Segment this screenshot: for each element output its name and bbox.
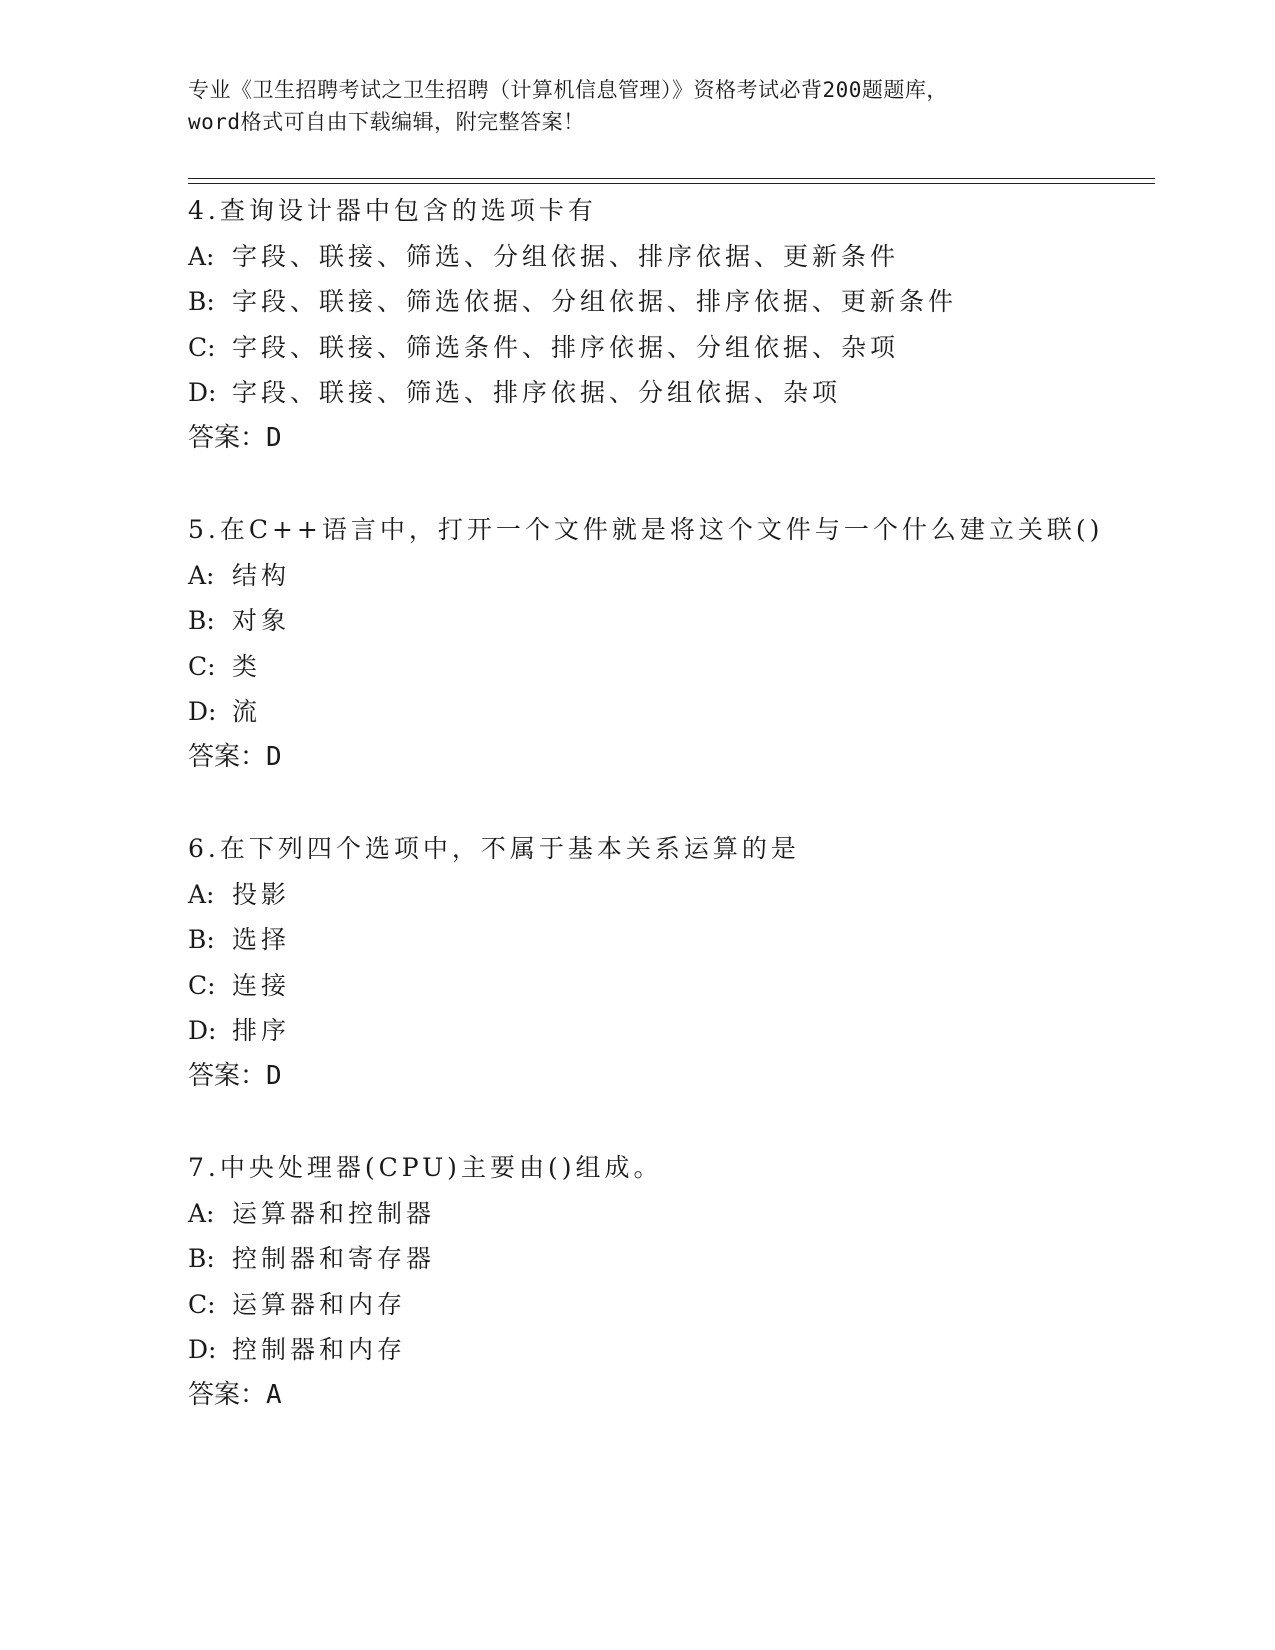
option-letter: B:	[188, 1244, 215, 1274]
question-4	[188, 188, 1148, 462]
question-6	[188, 826, 1148, 1100]
header-divider-top	[188, 178, 1155, 179]
option-text: 字段、联接、筛选条件、排序依据、分组依据、杂项	[232, 332, 900, 362]
option-letter: A:	[188, 879, 215, 909]
option-c	[188, 644, 1148, 690]
header-line-2: word格式可自由下载编辑，附完整答案！	[188, 110, 585, 134]
header-line-1: 专业《卫生招聘考试之卫生招聘（计算机信息管理）》资格考试必背200题题库，	[188, 78, 948, 102]
question-stem: 5.在C++语言中，打开一个文件就是将这个文件与一个什么建立关联()	[188, 515, 1104, 544]
document-header	[188, 74, 1088, 138]
option-letter: B:	[188, 606, 215, 636]
question-stem: 6.在下列四个选项中，不属于基本关系运算的是	[188, 834, 800, 863]
option-text: 流	[232, 697, 262, 727]
option-text: 字段、联接、筛选、分组依据、排序依据、更新条件	[232, 241, 900, 271]
answer: 答案：D	[188, 422, 282, 453]
option-letter: B:	[188, 287, 215, 317]
option-b	[188, 917, 1148, 963]
option-c	[188, 963, 1148, 1009]
option-d	[188, 1008, 1148, 1054]
option-a	[188, 553, 1148, 599]
option-letter: C:	[188, 1289, 216, 1319]
option-letter: B:	[188, 925, 215, 955]
option-text: 运算器和控制器	[232, 1198, 436, 1228]
option-letter: C:	[188, 970, 216, 1000]
option-text: 控制器和寄存器	[232, 1244, 436, 1274]
option-b	[188, 279, 1148, 325]
option-letter: D:	[188, 1335, 217, 1365]
question-stem: 7.中央处理器(CPU)主要由()组成。	[188, 1153, 663, 1182]
option-c	[188, 325, 1148, 371]
question-7	[188, 1145, 1148, 1419]
option-b	[188, 598, 1148, 644]
option-d	[188, 1327, 1148, 1373]
option-text: 结构	[232, 560, 291, 590]
option-text: 控制器和内存	[232, 1335, 407, 1365]
option-letter: A:	[188, 1198, 215, 1228]
option-text: 排序	[232, 1016, 291, 1046]
option-d	[188, 689, 1148, 735]
option-a	[188, 234, 1148, 280]
option-letter: D:	[188, 697, 217, 727]
option-letter: C:	[188, 332, 216, 362]
option-text: 类	[232, 651, 262, 681]
option-text: 连接	[232, 970, 291, 1000]
option-letter: A:	[188, 241, 215, 271]
answer: 答案：D	[188, 1060, 282, 1091]
option-c	[188, 1282, 1148, 1328]
option-letter: A:	[188, 560, 215, 590]
option-text: 投影	[232, 879, 291, 909]
option-b	[188, 1236, 1148, 1282]
option-text: 运算器和内存	[232, 1289, 407, 1319]
header-divider-bottom	[188, 183, 1155, 184]
option-text: 字段、联接、筛选依据、分组依据、排序依据、更新条件	[232, 287, 958, 317]
option-text: 字段、联接、筛选、排序依据、分组依据、杂项	[232, 378, 842, 408]
answer: 答案：A	[188, 1379, 282, 1410]
question-stem: 4.查询设计器中包含的选项卡有	[188, 196, 597, 225]
option-text: 选择	[232, 925, 291, 955]
option-letter: D:	[188, 1016, 217, 1046]
option-letter: C:	[188, 651, 216, 681]
option-d	[188, 370, 1148, 416]
answer: 答案：D	[188, 741, 282, 772]
option-a	[188, 872, 1148, 918]
option-letter: D:	[188, 378, 217, 408]
option-text: 对象	[232, 606, 291, 636]
option-a	[188, 1191, 1148, 1237]
question-5	[188, 507, 1148, 781]
